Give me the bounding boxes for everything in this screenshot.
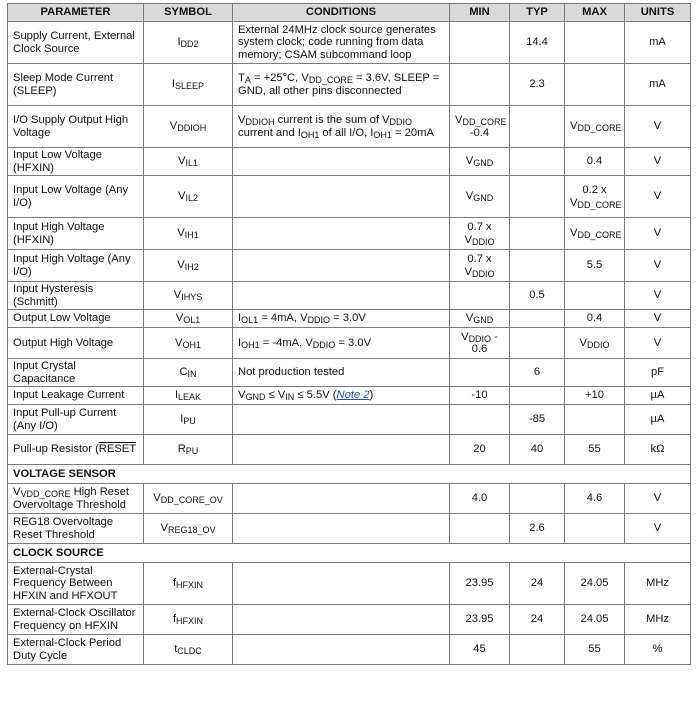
- row-min: $V_{GND}$: [450, 310, 510, 328]
- row-min: 0.7 x $V_{DDIO}$: [450, 250, 510, 282]
- row-conditions: [233, 176, 450, 218]
- row-symbol: $C_{IN}$: [144, 359, 233, 387]
- row-typ: 2.6: [510, 514, 565, 544]
- row-min: -10: [450, 387, 510, 405]
- row-min: [450, 64, 510, 106]
- row-symbol: $V_{OL1}$: [144, 310, 233, 328]
- row-parameter: Input Crystal Capacitance: [8, 359, 144, 387]
- row-symbol: $I_{PU}$: [144, 405, 233, 435]
- row-units: V: [625, 106, 691, 148]
- row-min: [450, 514, 510, 544]
- row-max: 0.4: [565, 310, 625, 328]
- row-parameter: Input Hysteresis (Schmitt): [8, 282, 144, 310]
- row-symbol: $V_{IH1}$: [144, 218, 233, 250]
- row-units: V: [625, 310, 691, 328]
- table-row: [8, 250, 691, 282]
- row-parameter: Sleep Mode Current (SLEEP): [8, 64, 144, 106]
- row-conditions: External 24MHz clock source generates system clock; code running from data memory; CSAM subcommand loop: [233, 22, 450, 64]
- row-symbol: $R_{PU}$: [144, 435, 233, 465]
- header-min: MIN: [450, 4, 510, 22]
- row-parameter: External-Crystal Frequency Between HFXIN and HFXOUT: [8, 563, 144, 605]
- header-parameter: PARAMETER: [8, 4, 144, 22]
- table-row: [8, 106, 691, 148]
- row-typ: [510, 176, 565, 218]
- row-units: V: [625, 282, 691, 310]
- table-row: [8, 282, 691, 310]
- row-typ: [510, 148, 565, 176]
- row-symbol: $V_{DDIOH}$: [144, 106, 233, 148]
- row-parameter: Input Low Voltage (Any I/O): [8, 176, 144, 218]
- row-units: µA: [625, 405, 691, 435]
- row-units: %: [625, 635, 691, 665]
- row-min: $V_{GND}$: [450, 148, 510, 176]
- table-row: [8, 64, 691, 106]
- row-conditions: $T_A = +25^\circ C$, $V_{DD\_CORE} = 3.6V$, SLEEP = GND, all other pins disconnected: [233, 64, 450, 106]
- table-row: [8, 148, 691, 176]
- row-max: 24.05: [565, 563, 625, 605]
- row-typ: -85: [510, 405, 565, 435]
- electrical-characteristics-table: [7, 3, 691, 665]
- row-symbol: $I_{SLEEP}$: [144, 64, 233, 106]
- row-typ: 2.3: [510, 64, 565, 106]
- header-max: MAX: [565, 4, 625, 22]
- table-row: [8, 387, 691, 405]
- row-typ: 40: [510, 435, 565, 465]
- row-symbol: $f_{HFXIN}$: [144, 605, 233, 635]
- row-max: 5.5: [565, 250, 625, 282]
- row-conditions: [233, 405, 450, 435]
- row-max: $V_{DD\_CORE}$: [565, 218, 625, 250]
- row-max: 55: [565, 635, 625, 665]
- row-max: [565, 282, 625, 310]
- row-min: [450, 282, 510, 310]
- row-symbol: $f_{HFXIN}$: [144, 563, 233, 605]
- row-max: 0.2 x $V_{DD\_CORE}$: [565, 176, 625, 218]
- section-title: CLOCK SOURCE: [8, 544, 691, 563]
- table-row: [8, 22, 691, 64]
- row-parameter: I/O Supply Output High Voltage: [8, 106, 144, 148]
- row-units: V: [625, 250, 691, 282]
- row-typ: [510, 328, 565, 359]
- row-min: $V_{GND}$: [450, 176, 510, 218]
- row-units: MHz: [625, 563, 691, 605]
- row-typ: [510, 106, 565, 148]
- row-units: MHz: [625, 605, 691, 635]
- row-symbol: $I_{DD2}$: [144, 22, 233, 64]
- row-max: [565, 359, 625, 387]
- row-min: $V_{DDIO} - 0.6$: [450, 328, 510, 359]
- section-header-clock-source: [8, 544, 691, 563]
- row-parameter: Output High Voltage: [8, 328, 144, 359]
- table-row: [8, 435, 691, 465]
- row-min: 20: [450, 435, 510, 465]
- row-parameter: Pull-up Resistor (RESET: [8, 435, 144, 465]
- table-row: [8, 328, 691, 359]
- row-max: 0.4: [565, 148, 625, 176]
- table-row: [8, 310, 691, 328]
- header-typ: TYP: [510, 4, 565, 22]
- row-max: [565, 514, 625, 544]
- row-symbol: $t_{CLDC}$: [144, 635, 233, 665]
- row-typ: [510, 250, 565, 282]
- row-units: mA: [625, 22, 691, 64]
- row-typ: [510, 484, 565, 514]
- row-typ: 24: [510, 563, 565, 605]
- row-parameter: External-Clock Period Duty Cycle: [8, 635, 144, 665]
- row-conditions: [233, 563, 450, 605]
- table-row: [8, 514, 691, 544]
- row-min: [450, 359, 510, 387]
- row-max: $V_{DD\_CORE}$: [565, 106, 625, 148]
- row-typ: 24: [510, 605, 565, 635]
- row-conditions: [233, 218, 450, 250]
- row-symbol: $V_{IHYS}$: [144, 282, 233, 310]
- row-min: [450, 405, 510, 435]
- row-min: 0.7 x $V_{DDIO}$: [450, 218, 510, 250]
- row-parameter: Input Leakage Current: [8, 387, 144, 405]
- table-row: [8, 484, 691, 514]
- row-min: 23.95: [450, 563, 510, 605]
- row-parameter: Supply Current, External Clock Source: [8, 22, 144, 64]
- row-conditions: [233, 514, 450, 544]
- row-parameter: External-Clock Oscillator Frequency on HFXIN: [8, 605, 144, 635]
- row-units: V: [625, 328, 691, 359]
- row-conditions: [233, 282, 450, 310]
- row-parameter: REG18 Overvoltage Reset Threshold: [8, 514, 144, 544]
- row-units: µA: [625, 387, 691, 405]
- row-typ: 6: [510, 359, 565, 387]
- row-conditions: $I_{OL1} = 4mA$, $V_{DDIO} = 3.0V$: [233, 310, 450, 328]
- row-symbol: $V_{OH1}$: [144, 328, 233, 359]
- row-conditions: $V_{GND} \le V_{IN} \le 5.5V$ (Note 2): [233, 387, 450, 405]
- row-typ: [510, 387, 565, 405]
- row-conditions: [233, 148, 450, 176]
- row-parameter: Input Low Voltage (HFXIN): [8, 148, 144, 176]
- row-min: $V_{DD\_CORE}$ -0.4: [450, 106, 510, 148]
- row-units: kΩ: [625, 435, 691, 465]
- row-units: pF: [625, 359, 691, 387]
- section-header-voltage-sensor: [8, 465, 691, 484]
- row-conditions: $I_{OH1} = -4mA$, $V_{DDIO} = 3.0V$: [233, 328, 450, 359]
- row-conditions: [233, 484, 450, 514]
- row-typ: [510, 310, 565, 328]
- table-row: [8, 563, 691, 605]
- table-row: [8, 605, 691, 635]
- note-2-link[interactable]: Note 2: [336, 389, 370, 402]
- row-max: $V_{DDIO}$: [565, 328, 625, 359]
- row-max: +10: [565, 387, 625, 405]
- row-max: 4.6: [565, 484, 625, 514]
- row-conditions: [233, 635, 450, 665]
- row-symbol: $V_{DD\_CORE\_OV}$: [144, 484, 233, 514]
- row-symbol: $V_{IL1}$: [144, 148, 233, 176]
- row-symbol: $V_{IL2}$: [144, 176, 233, 218]
- header-row: [8, 4, 691, 22]
- table-row: [8, 635, 691, 665]
- row-conditions: [233, 435, 450, 465]
- row-conditions: [233, 250, 450, 282]
- row-parameter: Input Pull-up Current (Any I/O): [8, 405, 144, 435]
- table-row: [8, 359, 691, 387]
- row-typ: 0.5: [510, 282, 565, 310]
- row-symbol: $V_{IH2}$: [144, 250, 233, 282]
- row-max: [565, 22, 625, 64]
- row-symbol: $V_{REG18\_OV}$: [144, 514, 233, 544]
- row-min: 4.0: [450, 484, 510, 514]
- row-units: V: [625, 514, 691, 544]
- row-units: V: [625, 218, 691, 250]
- row-typ: 14.4: [510, 22, 565, 64]
- row-parameter: $V_{VDD\_CORE}$ High Reset Overvoltage Threshold: [8, 484, 144, 514]
- row-max: [565, 405, 625, 435]
- section-title: VOLTAGE SENSOR: [8, 465, 691, 484]
- header-conditions: CONDITIONS: [233, 4, 450, 22]
- row-max: 24.05: [565, 605, 625, 635]
- table-row: [8, 218, 691, 250]
- header-units: UNITS: [625, 4, 691, 22]
- row-units: V: [625, 176, 691, 218]
- row-typ: [510, 635, 565, 665]
- row-typ: [510, 218, 565, 250]
- header-symbol: SYMBOL: [144, 4, 233, 22]
- table-row: [8, 176, 691, 218]
- row-parameter: Output Low Voltage: [8, 310, 144, 328]
- row-units: V: [625, 484, 691, 514]
- row-max: 55: [565, 435, 625, 465]
- row-conditions: [233, 605, 450, 635]
- row-min: 23.95: [450, 605, 510, 635]
- row-units: V: [625, 148, 691, 176]
- row-min: [450, 22, 510, 64]
- row-symbol: $I_{LEAK}$: [144, 387, 233, 405]
- row-parameter: Input High Voltage (HFXIN): [8, 218, 144, 250]
- row-min: 45: [450, 635, 510, 665]
- row-conditions: $V_{DDIOH}$ current is the sum of $V_{DDIO}$ current and $I_{OH1}$ of all I/O, $I_{OH1} = 20mA$: [233, 106, 450, 148]
- row-parameter: Input High Voltage (Any I/O): [8, 250, 144, 282]
- row-units: mA: [625, 64, 691, 106]
- table-row: [8, 405, 691, 435]
- row-conditions: Not production tested: [233, 359, 450, 387]
- row-max: [565, 64, 625, 106]
